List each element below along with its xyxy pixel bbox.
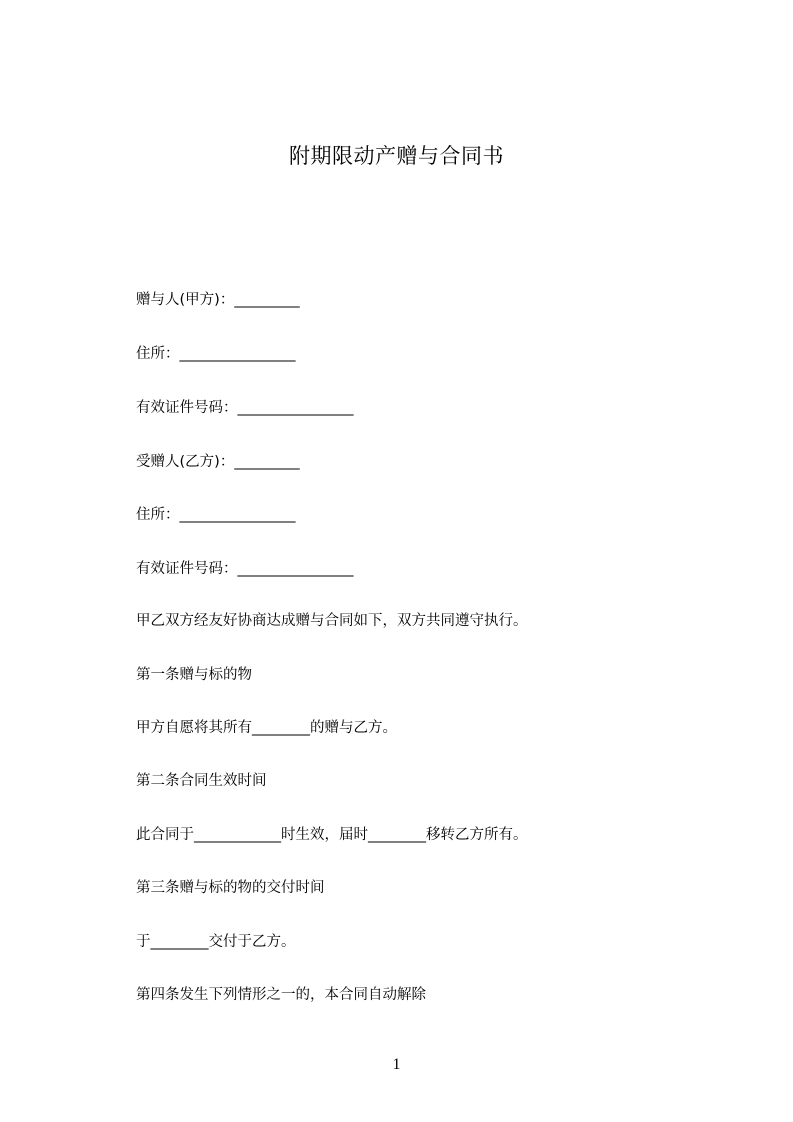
article-2-text: 此合同于____________时生效，届时________移转乙方所有。 xyxy=(136,827,528,843)
donee-address-field: 住所：________________ xyxy=(136,507,296,523)
agreement-paragraph: 甲乙双方经友好协商达成赠与合同如下，双方共同遵守执行。 xyxy=(136,613,528,629)
article-3-heading: 第三条赠与标的物的交付时间 xyxy=(136,880,325,896)
article-3-text: 于________交付于乙方。 xyxy=(136,934,296,950)
article-2-heading: 第二条合同生效时间 xyxy=(136,773,267,789)
donor-field: 赠与人(甲方)：_________ xyxy=(136,292,300,308)
donor-id-field: 有效证件号码：________________ xyxy=(136,400,354,416)
document-title: 附期限动产赠与合同书 xyxy=(289,144,504,168)
article-1-heading: 第一条赠与标的物 xyxy=(136,667,252,683)
page-number: 1 xyxy=(392,1056,401,1073)
article-1-text: 甲方自愿将其所有________的赠与乙方。 xyxy=(136,720,397,736)
donee-id-field: 有效证件号码：________________ xyxy=(136,561,354,577)
article-4-heading: 第四条发生下列情形之一的，本合同自动解除 xyxy=(136,987,426,1003)
donee-field: 受赠人(乙方)：_________ xyxy=(136,454,300,470)
donor-address-field: 住所：________________ xyxy=(136,346,296,362)
